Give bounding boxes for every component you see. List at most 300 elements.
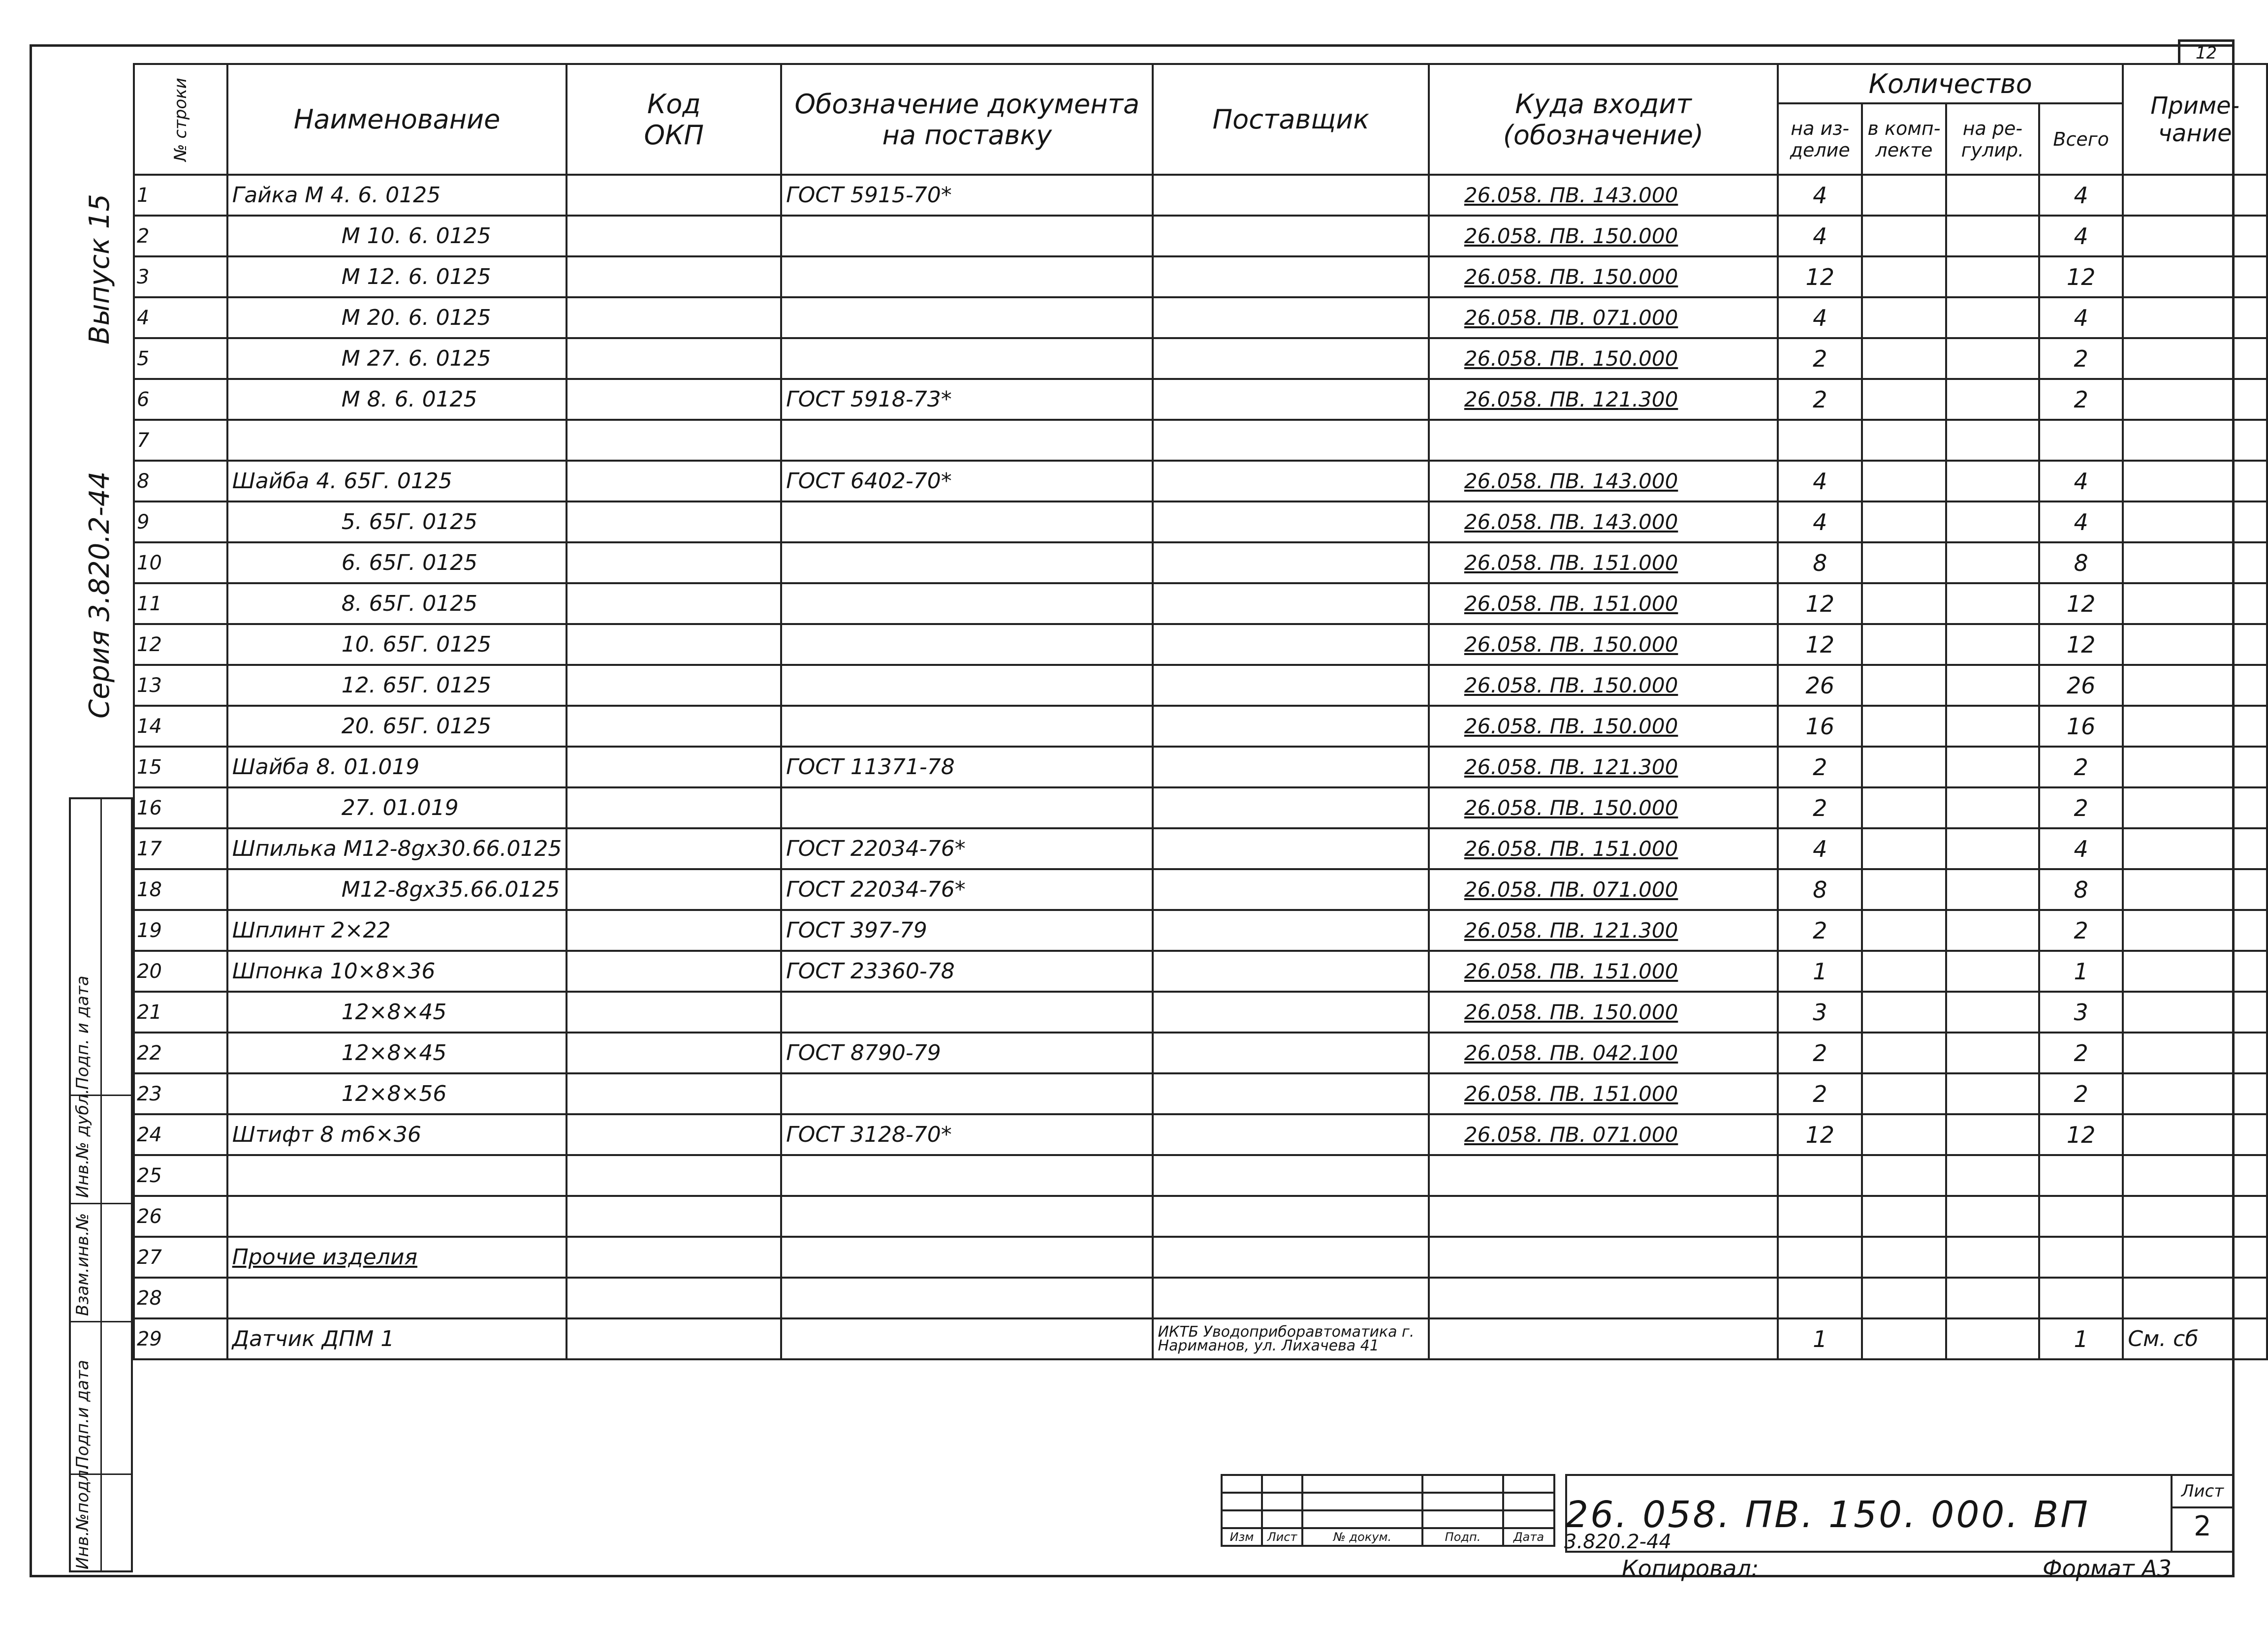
note [2123,1073,2267,1114]
note [2123,461,2267,501]
qty-kits [1862,787,1946,828]
note [2123,1278,2267,1318]
item-name: М 10. 6. 0125 [227,216,567,256]
row-number: 24 [134,1114,227,1155]
item-name: Шплинт 2×22 [227,910,567,951]
qty-kits [1862,338,1946,379]
qty-per-item: 2 [1778,338,1862,379]
table-row [134,297,2267,338]
supplier [1153,542,1428,583]
okp-code [567,828,781,869]
note [2123,747,2267,787]
destination: 26.058. ПВ. 150.000 [1429,787,1778,828]
note [2123,379,2267,420]
okp-code [567,1196,781,1237]
note [2123,787,2267,828]
sheet-corner-number: 12 [2178,39,2235,64]
qty-repair [1946,256,2039,297]
supplier [1153,1073,1428,1114]
note [2123,828,2267,869]
supply-document [781,216,1153,256]
qty-per-item: 2 [1778,379,1862,420]
rev-col-sheet: Лист [1262,1528,1302,1546]
supplier [1153,216,1428,256]
okp-code [567,747,781,787]
qty-repair [1946,1033,2039,1073]
table-row [134,1033,2267,1073]
supplier [1153,256,1428,297]
qty-kits [1862,869,1946,910]
item-name: М 12. 6. 0125 [227,256,567,297]
table-row [134,1237,2267,1278]
item-name: 12. 65Г. 0125 [227,665,567,706]
qty-kits [1862,665,1946,706]
table-row [134,665,2267,706]
okp-code [567,869,781,910]
table-row [134,910,2267,951]
qty-per-item: 4 [1778,297,1862,338]
supply-document [781,1196,1153,1237]
qty-per-item: 1 [1778,1318,1862,1359]
header-qty-per-item: на из-делие [1778,103,1862,175]
row-number: 26 [134,1196,227,1237]
note [2123,175,2267,216]
row-number: 11 [134,583,227,624]
okp-code [567,420,781,461]
qty-repair [1946,828,2039,869]
qty-per-item: 12 [1778,1114,1862,1155]
supplier [1153,338,1428,379]
supply-document [781,256,1153,297]
qty-per-item: 8 [1778,542,1862,583]
supplier [1153,747,1428,787]
supply-document: ГОСТ 397-79 [781,910,1153,951]
supply-document: ГОСТ 6402-70* [781,461,1153,501]
supplier [1153,379,1428,420]
qty-kits [1862,910,1946,951]
row-number: 20 [134,951,227,992]
supplier [1153,583,1428,624]
row-number: 5 [134,338,227,379]
qty-per-item: 1 [1778,951,1862,992]
paper-format: Формат А3 [2043,1555,2172,1582]
qty-kits [1862,951,1946,992]
qty-total: 2 [2039,1033,2123,1073]
item-name: 12×8×45 [227,1033,567,1073]
qty-total: 12 [2039,583,2123,624]
okp-code [567,951,781,992]
item-name: Шайба 4. 65Г. 0125 [227,461,567,501]
qty-total: 2 [2039,1073,2123,1114]
row-number: 17 [134,828,227,869]
qty-kits [1862,297,1946,338]
supplier [1153,297,1428,338]
supply-document [781,1073,1153,1114]
supply-document: ГОСТ 11371-78 [781,747,1153,787]
destination [1429,1278,1778,1318]
row-number: 29 [134,1318,227,1359]
table-row [134,828,2267,869]
destination: 26.058. ПВ. 143.000 [1429,461,1778,501]
okp-code [567,379,781,420]
issue-label: Выпуск 15 [84,193,116,345]
revision-grid [1221,1474,1555,1547]
destination: 26.058. ПВ. 143.000 [1429,175,1778,216]
qty-per-item: 2 [1778,910,1862,951]
qty-total [2039,1196,2123,1237]
qty-total: 4 [2039,216,2123,256]
sheet-field [2171,1474,2235,1553]
okp-code [567,338,781,379]
item-name: М12-8gх35.66.0125 [227,869,567,910]
row-number: 14 [134,706,227,747]
item-name: Датчик ДПМ 1 [227,1318,567,1359]
item-name [227,1155,567,1196]
stamp-dup-inv-label: Инв.№ дубл. [73,1089,93,1198]
qty-total: 8 [2039,542,2123,583]
copied-by: Копировал: [1622,1555,1759,1582]
destination [1429,1155,1778,1196]
qty-total: 12 [2039,1114,2123,1155]
rev-col-date: Дата [1503,1528,1554,1546]
table-row [134,1196,2267,1237]
qty-total: 16 [2039,706,2123,747]
item-name: 10. 65Г. 0125 [227,624,567,665]
qty-total: 12 [2039,256,2123,297]
qty-kits [1862,256,1946,297]
qty-repair [1946,1155,2039,1196]
header-quantity: Количество [1778,64,2123,103]
qty-per-item: 4 [1778,501,1862,542]
row-number: 27 [134,1237,227,1278]
rev-col-change: Изм [1222,1528,1262,1546]
qty-kits [1862,420,1946,461]
qty-per-item: 4 [1778,461,1862,501]
supplier [1153,1237,1428,1278]
item-name: Штифт 8 m6×36 [227,1114,567,1155]
qty-repair [1946,216,2039,256]
qty-per-item: 16 [1778,706,1862,747]
table-row [134,706,2267,747]
item-name [227,1278,567,1318]
row-number: 8 [134,461,227,501]
table-row [134,869,2267,910]
qty-repair [1946,665,2039,706]
item-name: Шпонка 10×8×36 [227,951,567,992]
item-name: 27. 01.019 [227,787,567,828]
qty-kits [1862,1196,1946,1237]
supply-document [781,1237,1153,1278]
row-number: 18 [134,869,227,910]
row-number: 2 [134,216,227,256]
qty-repair [1946,910,2039,951]
table-row [134,216,2267,256]
row-number: 10 [134,542,227,583]
supply-document: ГОСТ 23360-78 [781,951,1153,992]
qty-total [2039,1155,2123,1196]
supply-document [781,583,1153,624]
supplier [1153,1114,1428,1155]
destination: 26.058. ПВ. 121.300 [1429,379,1778,420]
table-row [134,583,2267,624]
row-number: 19 [134,910,227,951]
supplier [1153,665,1428,706]
supply-document [781,992,1153,1033]
qty-kits [1862,461,1946,501]
note [2123,256,2267,297]
qty-total: 1 [2039,1318,2123,1359]
note [2123,583,2267,624]
supplier [1153,910,1428,951]
header-name: Наименование [227,64,567,175]
table-row [134,1073,2267,1114]
note [2123,910,2267,951]
destination: 26.058. ПВ. 151.000 [1429,828,1778,869]
qty-total: 4 [2039,297,2123,338]
qty-kits [1862,1155,1946,1196]
note [2123,1237,2267,1278]
header-note: Приме-чание [2123,64,2267,175]
qty-total: 2 [2039,747,2123,787]
supply-document: ГОСТ 5918-73* [781,379,1153,420]
qty-repair [1946,706,2039,747]
row-number: 25 [134,1155,227,1196]
sheet-label: Лист [2173,1476,2233,1508]
note [2123,216,2267,256]
qty-repair [1946,297,2039,338]
okp-code [567,910,781,951]
qty-kits [1862,379,1946,420]
qty-kits [1862,706,1946,747]
destination [1429,1196,1778,1237]
okp-code [567,175,781,216]
destination: 26.058. ПВ. 121.300 [1429,910,1778,951]
note [2123,1114,2267,1155]
supply-document [781,706,1153,747]
supply-document [781,1318,1153,1359]
header-document: Обозначение документа на поставку [781,64,1153,175]
destination: 26.058. ПВ. 150.000 [1429,992,1778,1033]
qty-per-item: 4 [1778,216,1862,256]
supplier [1153,175,1428,216]
qty-per-item: 26 [1778,665,1862,706]
supplier [1153,1196,1428,1237]
note [2123,420,2267,461]
qty-kits [1862,1318,1946,1359]
item-name: Гайка М 4. 6. 0125 [227,175,567,216]
note [2123,951,2267,992]
qty-total: 8 [2039,869,2123,910]
qty-per-item: 2 [1778,1073,1862,1114]
table-row [134,787,2267,828]
item-name: М 27. 6. 0125 [227,338,567,379]
destination: 26.058. ПВ. 071.000 [1429,297,1778,338]
supplier [1153,869,1428,910]
header-qty-total: Всего [2039,103,2123,175]
okp-code [567,583,781,624]
note: См. сб [2123,1318,2267,1359]
row-number: 1 [134,175,227,216]
supply-document [781,501,1153,542]
header-code: Код ОКП [567,64,781,175]
row-number: 22 [134,1033,227,1073]
table-row [134,1278,2267,1318]
qty-repair [1946,1073,2039,1114]
item-name: М 20. 6. 0125 [227,297,567,338]
qty-kits [1862,747,1946,787]
row-number: 21 [134,992,227,1033]
note [2123,706,2267,747]
okp-code [567,1114,781,1155]
destination: 26.058. ПВ. 151.000 [1429,1073,1778,1114]
qty-repair [1946,1114,2039,1155]
table-row [134,747,2267,787]
qty-total [2039,1237,2123,1278]
stamp-sign-date-label-2: Подп. и дата [73,975,93,1090]
supplier [1153,1278,1428,1318]
table-row [134,992,2267,1033]
note [2123,1033,2267,1073]
okp-code [567,256,781,297]
supplier [1153,624,1428,665]
item-name [227,1196,567,1237]
qty-per-item: 12 [1778,583,1862,624]
qty-repair [1946,624,2039,665]
item-name: Прочие изделия [227,1237,567,1278]
destination [1429,1318,1778,1359]
qty-kits [1862,1033,1946,1073]
okp-code [567,461,781,501]
row-number: 6 [134,379,227,420]
destination: 26.058. ПВ. 150.000 [1429,256,1778,297]
table-row [134,951,2267,992]
item-name: М 8. 6. 0125 [227,379,567,420]
qty-repair [1946,787,2039,828]
destination: 26.058. ПВ. 121.300 [1429,747,1778,787]
okp-code [567,297,781,338]
qty-total [2039,420,2123,461]
destination: 26.058. ПВ. 143.000 [1429,501,1778,542]
supplier [1153,461,1428,501]
item-name: 12×8×56 [227,1073,567,1114]
row-number: 15 [134,747,227,787]
row-number: 4 [134,297,227,338]
qty-repair [1946,542,2039,583]
stamp-inv-label: Инв.№подл. [73,1465,93,1569]
qty-repair [1946,338,2039,379]
destination: 26.058. ПВ. 150.000 [1429,624,1778,665]
supply-document [781,1278,1153,1318]
note [2123,665,2267,706]
qty-repair [1946,1237,2039,1278]
item-name: 5. 65Г. 0125 [227,501,567,542]
qty-repair [1946,1318,2039,1359]
header-supplier: Поставщик [1153,64,1428,175]
okp-code [567,1155,781,1196]
qty-repair [1946,1196,2039,1237]
stamp-replace-inv-label: Взам.инв.№ [73,1213,93,1316]
table-row [134,624,2267,665]
row-number: 23 [134,1073,227,1114]
table-row [134,1318,2267,1359]
table-row [134,379,2267,420]
qty-per-item: 4 [1778,828,1862,869]
supplier [1153,951,1428,992]
qty-total: 1 [2039,951,2123,992]
okp-code [567,501,781,542]
header-qty-repair: на ре-гулир. [1946,103,2039,175]
note [2123,338,2267,379]
qty-total: 4 [2039,175,2123,216]
okp-code [567,1278,781,1318]
table-row [134,542,2267,583]
qty-kits [1862,1237,1946,1278]
table-row [134,1155,2267,1196]
qty-repair [1946,379,2039,420]
qty-kits [1862,1278,1946,1318]
supplier [1153,828,1428,869]
qty-total: 2 [2039,787,2123,828]
item-name [227,420,567,461]
qty-kits [1862,216,1946,256]
document-number: 26. 058. ПВ. 150. 000. ВП [1565,1494,2090,1536]
qty-kits [1862,175,1946,216]
note [2123,501,2267,542]
qty-total: 4 [2039,501,2123,542]
destination: 26.058. ПВ. 071.000 [1429,869,1778,910]
qty-total: 3 [2039,992,2123,1033]
table-row [134,420,2267,461]
destination: 26.058. ПВ. 150.000 [1429,665,1778,706]
qty-per-item [1778,1237,1862,1278]
row-number: 9 [134,501,227,542]
supply-document: ГОСТ 5915-70* [781,175,1153,216]
specification-table [133,63,2268,1360]
qty-per-item: 2 [1778,787,1862,828]
destination: 26.058. ПВ. 150.000 [1429,706,1778,747]
qty-kits [1862,1073,1946,1114]
qty-repair [1946,420,2039,461]
destination: 26.058. ПВ. 151.000 [1429,951,1778,992]
qty-kits [1862,542,1946,583]
item-name: Шайба 8. 01.019 [227,747,567,787]
okp-code [567,787,781,828]
table-row [134,338,2267,379]
qty-repair [1946,869,2039,910]
qty-repair [1946,461,2039,501]
okp-code [567,1073,781,1114]
note [2123,992,2267,1033]
qty-total: 4 [2039,461,2123,501]
table-row [134,461,2267,501]
supply-document [781,665,1153,706]
qty-repair [1946,583,2039,624]
supply-document [781,787,1153,828]
qty-per-item: 12 [1778,624,1862,665]
supply-document [781,624,1153,665]
table-row [134,501,2267,542]
header-destination: Куда входит (обозначение) [1429,64,1778,175]
qty-per-item: 8 [1778,869,1862,910]
qty-per-item: 4 [1778,175,1862,216]
qty-total: 2 [2039,910,2123,951]
qty-kits [1862,583,1946,624]
qty-per-item [1778,420,1862,461]
okp-code [567,992,781,1033]
qty-per-item: 2 [1778,1033,1862,1073]
supply-document: ГОСТ 22034-76* [781,828,1153,869]
supplier [1153,1155,1428,1196]
